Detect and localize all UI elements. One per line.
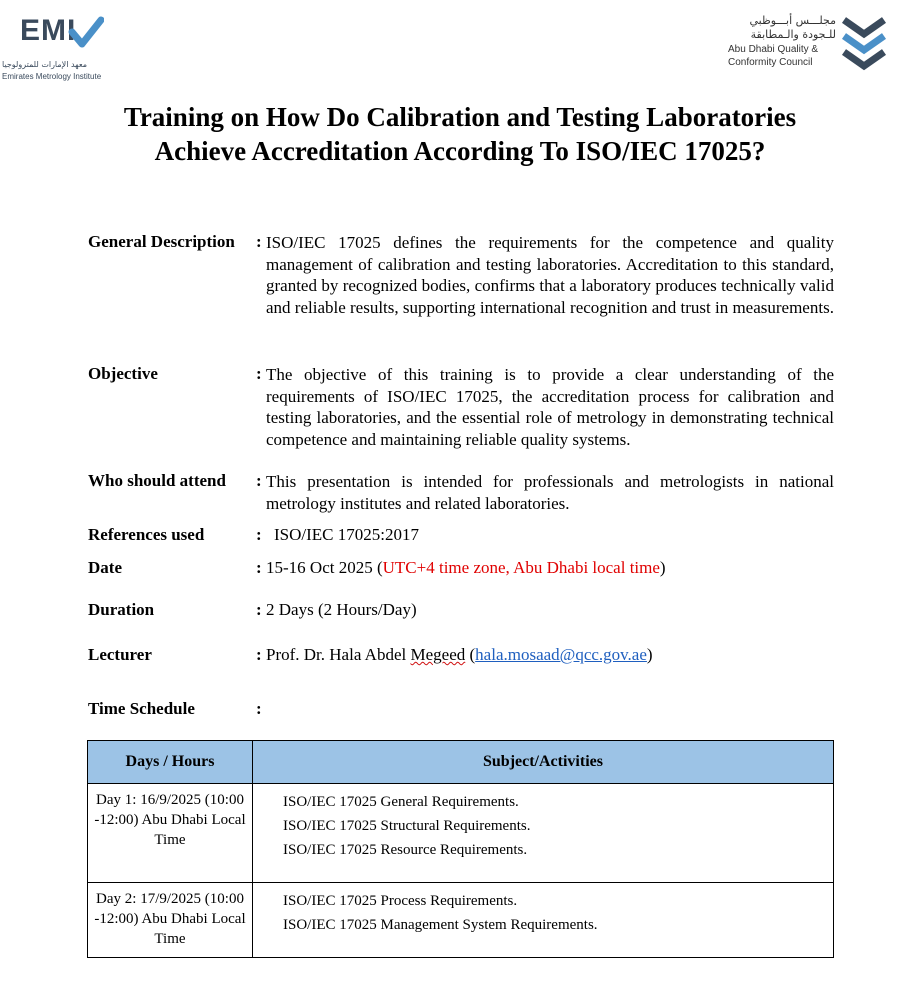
objective-label: Objective	[88, 364, 158, 383]
references-used-text: ISO/IEC 17025:2017	[274, 525, 419, 544]
table-cell-day: Day 2: 17/9/2025 (10:00 -12:00) Abu Dhabi Local Time	[88, 883, 253, 958]
table-row	[88, 883, 834, 958]
emi-logo-arabic: معهد الإمارات للمترولوجيا	[2, 60, 88, 69]
date-text: 15-16 Oct 2025	[266, 558, 373, 577]
table-cell-day: Day 1: 16/9/2025 (10:00 -12:00) Abu Dhabi Local Time	[88, 784, 253, 883]
who-should-attend-label: Who should attend	[88, 471, 226, 490]
emi-logo-english: Emirates Metrology Institute	[2, 72, 102, 81]
activity-item: ISO/IEC 17025 Management System Requirements.	[283, 917, 598, 933]
colon: :	[256, 558, 262, 577]
table-cell-activities	[253, 784, 834, 883]
lecturer-label: Lecturer	[88, 645, 152, 664]
colon: :	[256, 699, 262, 718]
date-timezone-note: UTC+4 time zone, Abu Dhabi local time	[382, 558, 660, 577]
lecturer-email-link[interactable]: hala.mosaad@qcc.gov.ae	[475, 645, 647, 664]
lecturer-paren-open: (	[469, 645, 476, 664]
references-used-label: References used	[88, 525, 205, 544]
table-header-days-hours: Days / Hours	[88, 741, 253, 784]
qcc-chevron-icon	[840, 16, 888, 74]
activity-item: ISO/IEC 17025 Process Requirements.	[283, 893, 518, 909]
qcc-logo	[722, 12, 892, 82]
duration-text: 2 Days (2 Hours/Day)	[266, 600, 417, 619]
colon: :	[256, 364, 262, 383]
colon: :	[256, 600, 262, 619]
general-description-text: ISO/IEC 17025 defines the requirements for the competence and quality management of calibration and testing laboratories. Accreditation to this standard, granted by recognized bodies, confirms that a laboratory produces technically valid and reliable results, supporting international recognition and trust in measurements.	[266, 233, 834, 317]
general-description-label: General Description	[88, 232, 235, 251]
activity-item: ISO/IEC 17025 General Requirements.	[283, 794, 519, 810]
date-value	[266, 558, 666, 578]
colon: :	[256, 645, 262, 664]
duration-label: Duration	[88, 600, 155, 619]
date-paren-open: (	[376, 558, 383, 577]
qcc-logo-arabic-line2: للـجودة والـمطابقة	[750, 28, 836, 41]
page-title: Training on How Do Calibration and Testing Laboratories Achieve Accreditation According To ISO/IEC 17025?	[123, 102, 797, 166]
emi-check-icon	[68, 14, 104, 54]
date-paren-close: )	[659, 558, 666, 577]
schedule-table	[87, 740, 834, 958]
lecturer-name-last: Megeed	[410, 645, 466, 664]
activity-item: ISO/IEC 17025 Structural Requirements.	[283, 818, 531, 834]
table-row	[88, 784, 834, 883]
emi-logo-letters: EMI	[20, 14, 77, 47]
table-header-row	[88, 741, 834, 784]
qcc-logo-english-line2: Conformity Council	[728, 57, 813, 68]
colon: :	[256, 232, 262, 251]
date-label: Date	[88, 558, 122, 577]
objective-text: The objective of this training is to provide a clear understanding of the requirements of ISO/IEC 17025, the accreditation process for calibration and testing laboratories, and the essential role of metrology in demonstrating technical competence and maintaining reliable quality systems.	[266, 365, 834, 449]
time-schedule-label: Time Schedule	[88, 699, 195, 718]
emi-logo	[0, 12, 140, 87]
lecturer-name-prefix: Prof. Dr. Hala Abdel	[266, 645, 407, 664]
who-should-attend-text: This presentation is intended for professionals and metrologists in national metrology institutes and related laboratories.	[266, 472, 834, 513]
table-cell-activities	[253, 883, 834, 958]
activity-item: ISO/IEC 17025 Resource Requirements.	[283, 842, 528, 858]
lecturer-paren-close: )	[646, 645, 653, 664]
colon: :	[256, 525, 262, 544]
qcc-logo-english-line1: Abu Dhabi Quality &	[728, 44, 819, 55]
lecturer-value	[266, 645, 653, 665]
colon: :	[256, 471, 262, 490]
qcc-logo-arabic-line1: مجلـــس أبـــوظبي	[749, 14, 836, 27]
table-header-subject: Subject/Activities	[253, 741, 834, 784]
